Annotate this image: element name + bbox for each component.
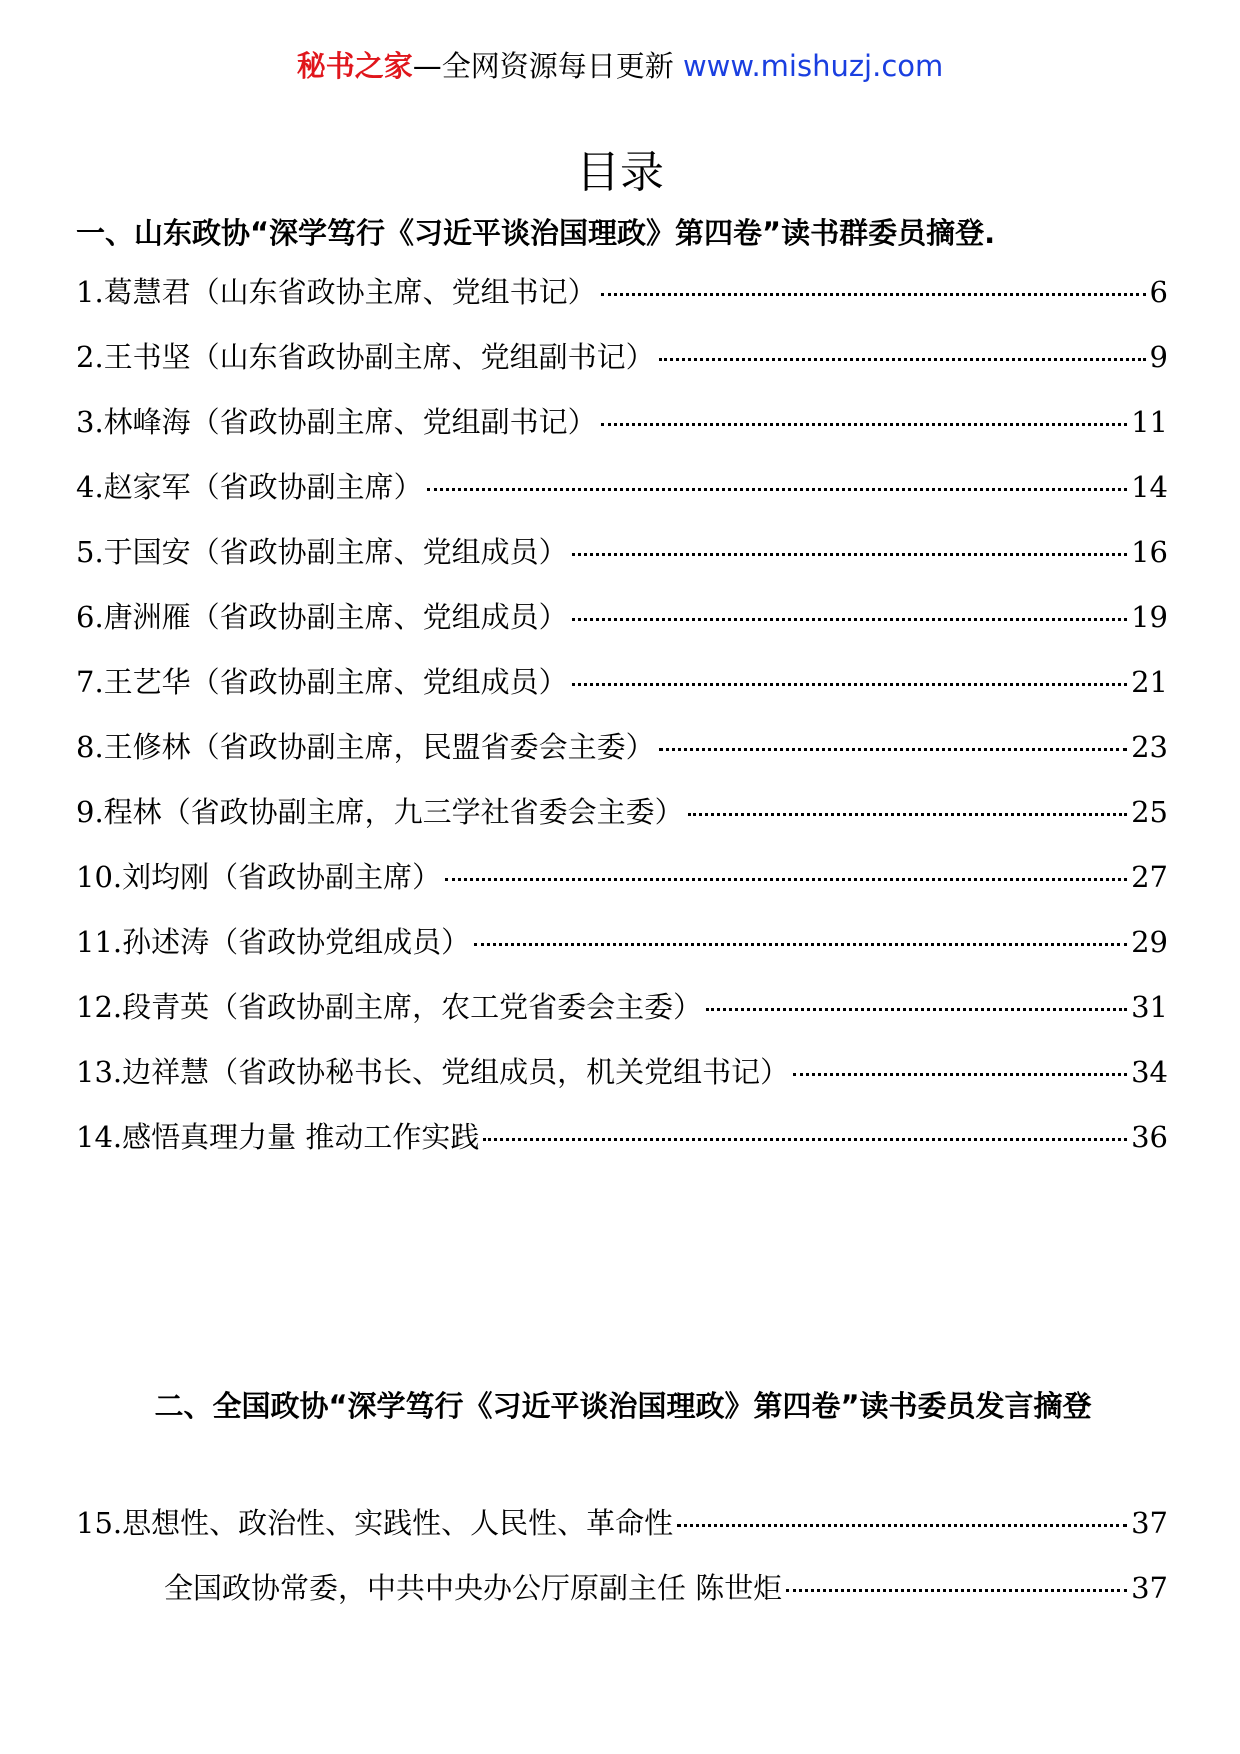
toc-entry[interactable] [76, 1050, 1168, 1115]
toc-page-number: 9 [1149, 340, 1168, 374]
toc-page-number: 6 [1149, 275, 1168, 309]
toc-page-number: 29 [1131, 925, 1168, 959]
header-slogan: —全网资源每日更新 [412, 49, 674, 83]
site-header [0, 44, 1240, 85]
toc-entry[interactable] [76, 595, 1168, 660]
toc-list-section-2 [76, 1501, 1168, 1631]
toc-entry-text: 15.思想性、政治性、实践性、人民性、革命性 [76, 1506, 674, 1540]
brand-name: 秘书之家 [296, 49, 413, 83]
toc-entry-text: 13.边祥慧（省政协秘书长、党组成员，机关党组书记） [76, 1055, 790, 1089]
site-url-link[interactable]: www.mishuzj.com [682, 49, 944, 83]
toc-page-number: 31 [1131, 990, 1168, 1024]
toc-entry[interactable] [76, 790, 1168, 855]
toc-page-number: 21 [1131, 665, 1168, 699]
toc-entry[interactable] [76, 660, 1168, 725]
toc-entry[interactable] [76, 1501, 1168, 1566]
toc-page-number: 14 [1131, 470, 1168, 504]
toc-leader-dots [688, 813, 1127, 816]
toc-leader-dots [677, 1524, 1127, 1527]
toc-entry-text: 3.林峰海（省政协副主席、党组副书记） [76, 405, 597, 439]
toc-entry[interactable] [76, 1115, 1168, 1180]
toc-leader-dots [572, 553, 1127, 556]
toc-entry[interactable] [76, 270, 1168, 335]
toc-title: 目录 [576, 147, 664, 198]
toc-entry-text: 4.赵家军（省政协副主席） [76, 470, 423, 504]
toc-entry[interactable] [76, 985, 1168, 1050]
toc-entry[interactable] [76, 465, 1168, 530]
toc-page-number: 27 [1131, 860, 1168, 894]
toc-entry[interactable] [76, 855, 1168, 920]
section-heading-2[interactable]: 二、全国政协“深学笃行《习近平谈治国理政》第四卷”读书委员发言摘登 [154, 1389, 1092, 1423]
toc-entry[interactable] [76, 400, 1168, 465]
toc-entry[interactable] [76, 725, 1168, 790]
toc-subentry[interactable] [76, 1566, 1168, 1631]
toc-page-number: 37 [1131, 1571, 1168, 1605]
toc-entry-text: 8.王修林（省政协副主席，民盟省委会主委） [76, 730, 655, 764]
toc-entry-text: 2.王书坚（山东省政协副主席、党组副书记） [76, 340, 655, 374]
toc-entry-text: 9.程林（省政协副主席，九三学社省委会主委） [76, 795, 684, 829]
toc-leader-dots [659, 748, 1127, 751]
toc-entry-text: 12.段青英（省政协副主席，农工党省委会主委） [76, 990, 703, 1024]
toc-entry-text: 10.刘均刚（省政协副主席） [76, 860, 442, 894]
toc-page-number: 36 [1131, 1120, 1168, 1154]
toc-page-number: 25 [1131, 795, 1168, 829]
toc-leader-dots [572, 618, 1127, 621]
toc-leader-dots [706, 1008, 1127, 1011]
toc-entry[interactable] [76, 920, 1168, 985]
toc-entry[interactable] [76, 335, 1168, 400]
toc-leader-dots [572, 683, 1127, 686]
toc-entry-text: 5.于国安（省政协副主席、党组成员） [76, 535, 568, 569]
toc-entry-text: 1.葛慧君（山东省政协主席、党组书记） [76, 275, 597, 309]
toc-page-number: 37 [1131, 1506, 1168, 1540]
toc-page-number: 34 [1131, 1055, 1168, 1089]
toc-list-section-1 [76, 270, 1168, 1180]
toc-entry-text: 6.唐洲雁（省政协副主席、党组成员） [76, 600, 568, 634]
toc-entry-text: 14.感悟真理力量 推动工作实践 [76, 1120, 480, 1154]
toc-leader-dots [601, 423, 1127, 426]
toc-entry[interactable] [76, 530, 1168, 595]
toc-page-number: 16 [1131, 535, 1168, 569]
toc-entry-text: 7.王艺华（省政协副主席、党组成员） [76, 665, 568, 699]
section-heading-1[interactable]: 一、山东政协“深学笃行《习近平谈治国理政》第四卷”读书群委员摘登. [76, 216, 996, 250]
toc-page-number: 19 [1131, 600, 1168, 634]
toc-leader-dots [474, 943, 1127, 946]
toc-entry-text: 11.孙述涛（省政协党组成员） [76, 925, 471, 959]
toc-leader-dots [659, 358, 1146, 361]
toc-leader-dots [786, 1589, 1127, 1592]
toc-leader-dots [483, 1138, 1127, 1141]
toc-page-number: 23 [1131, 730, 1168, 764]
toc-leader-dots [445, 878, 1127, 881]
toc-leader-dots [601, 293, 1146, 296]
toc-page-number: 11 [1131, 405, 1168, 439]
toc-entry-text: 全国政协常委，中共中央办公厅原副主任 陈世炬 [164, 1571, 783, 1605]
toc-leader-dots [427, 488, 1127, 491]
toc-leader-dots [793, 1073, 1127, 1076]
